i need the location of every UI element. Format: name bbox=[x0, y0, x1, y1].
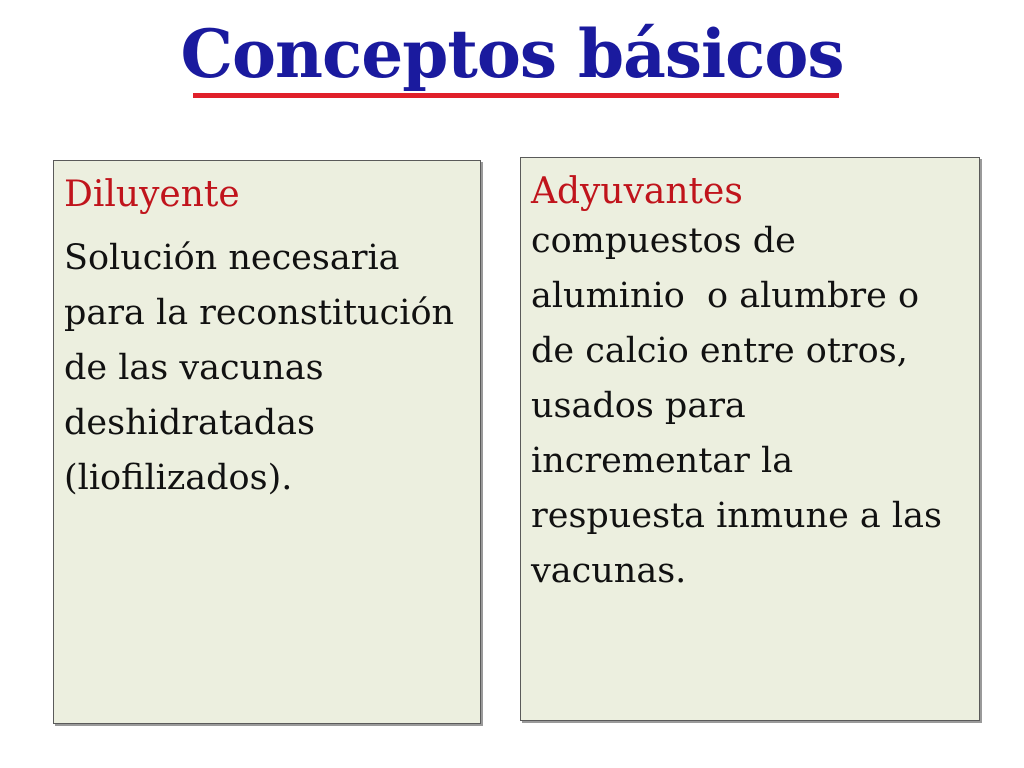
text-line: incrementar la bbox=[531, 441, 794, 481]
adyuvantes-box bbox=[520, 157, 980, 721]
text-line: deshidratadas bbox=[64, 403, 315, 443]
diluyente-heading: Diluyente bbox=[64, 174, 240, 215]
text-line: aluminio o alumbre o bbox=[531, 276, 920, 316]
text-line: usados para bbox=[531, 386, 746, 426]
diluyente-description bbox=[64, 231, 470, 506]
text-line: de calcio entre otros, bbox=[531, 331, 908, 371]
adyuvantes-heading: Adyuvantes bbox=[531, 171, 743, 212]
text-line: vacunas. bbox=[531, 551, 687, 591]
text-line: Solución necesaria bbox=[64, 238, 400, 278]
diluyente-box bbox=[53, 160, 481, 724]
text-line: compuestos de bbox=[531, 221, 796, 261]
title-underline bbox=[193, 93, 839, 98]
text-line: para la reconstitución bbox=[64, 293, 455, 333]
text-line: (liofilizados). bbox=[64, 458, 293, 498]
adyuvantes-description bbox=[531, 214, 969, 599]
text-line: de las vacunas bbox=[64, 348, 324, 388]
text-line: respuesta inmune a las bbox=[531, 496, 942, 536]
slide-title: Conceptos básicos bbox=[180, 15, 844, 93]
